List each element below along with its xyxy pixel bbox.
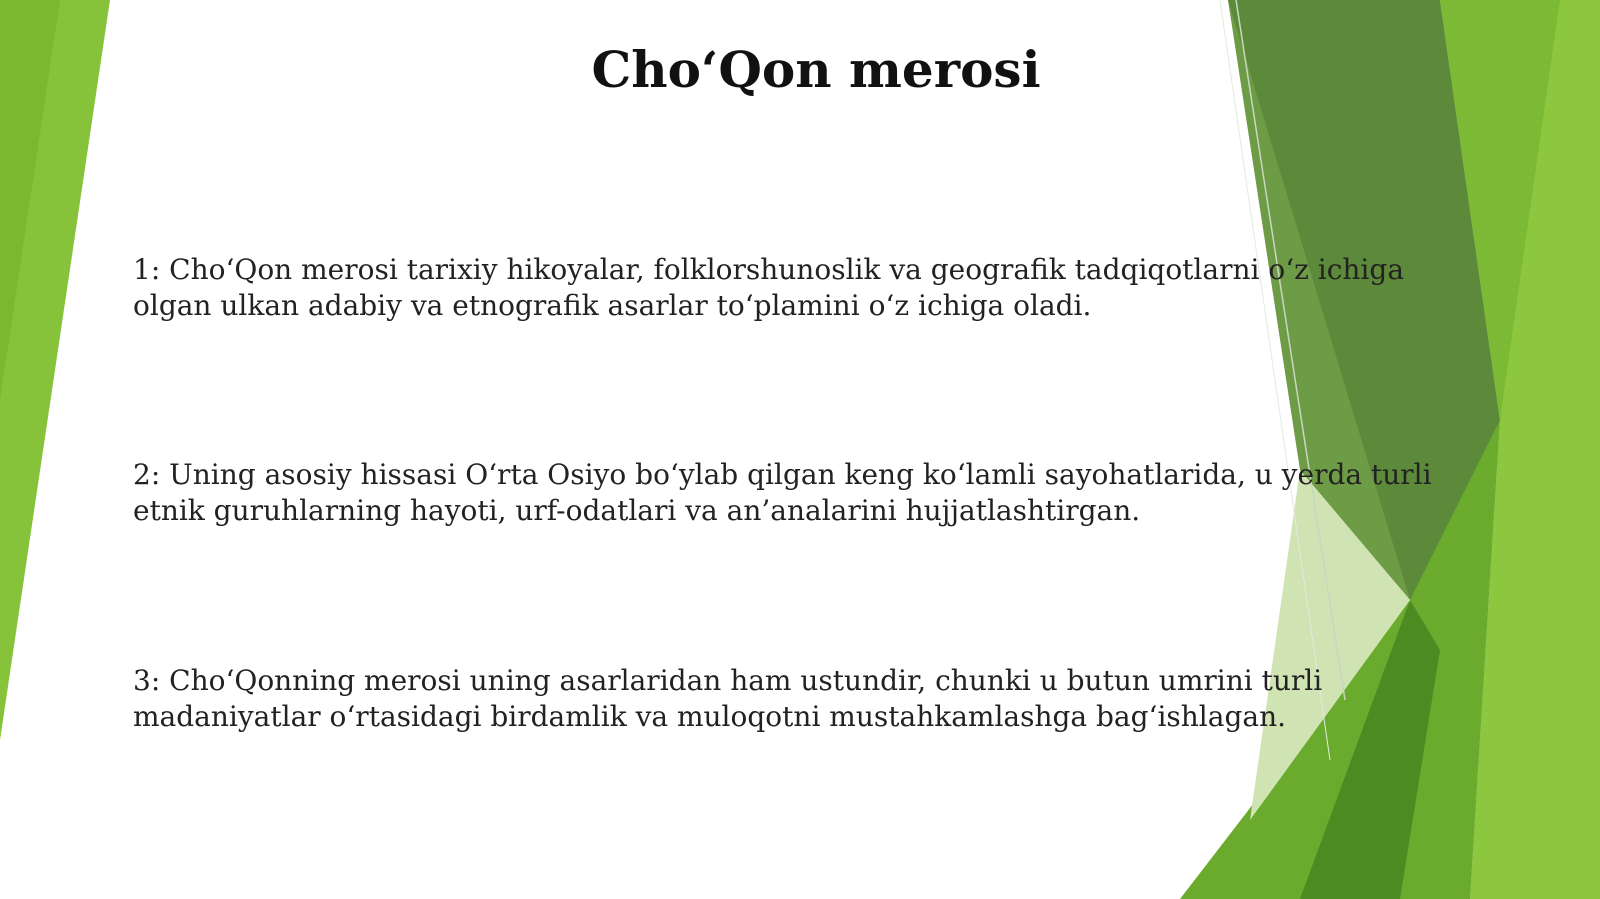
paragraph-3: 3: Cho‘Qonning merosi uning asarlaridan ham ustundir, chunki u butun umrini turli madaniyatlar o‘rtasidagi birdamlik va muloqotni mustahkamlashga bag‘ishlagan. — [133, 664, 1323, 733]
slide-title: Cho‘Qon merosi — [591, 40, 1041, 99]
paragraph-1: 1: Cho‘Qon merosi tarixiy hikoyalar, folklorshunoslik va geografik tadqiqotlarni o‘z ichiga olgan ulkan adabiy va etnografik asarlar to‘plamini o‘z ichiga oladi. — [133, 253, 1405, 322]
paragraph-2: 2: Uning asosiy hissasi O‘rta Osiyo bo‘ylab qilgan keng ko‘lamli sayohatlarida, u yerda turli etnik guruhlarning hayoti, urf-odatlari va an’analarini hujjatlashtirgan. — [133, 458, 1432, 527]
